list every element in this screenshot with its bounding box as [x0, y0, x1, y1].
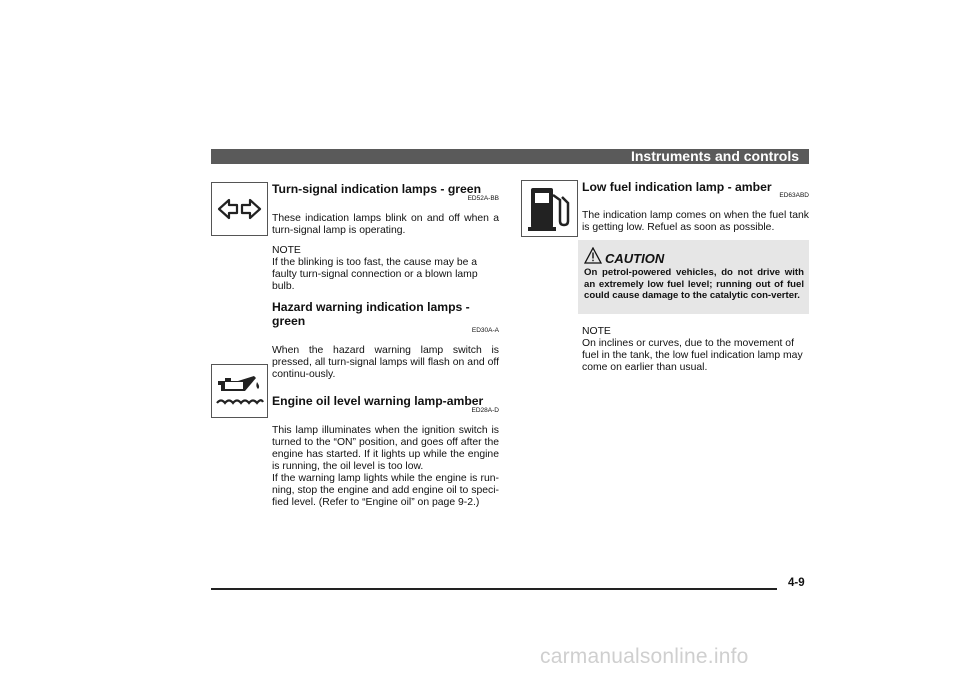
section-title: Instruments and controls	[630, 148, 799, 164]
turn-signal-code: ED52A-BB	[467, 195, 499, 202]
section-header	[211, 149, 809, 164]
footer-rule	[211, 588, 777, 590]
turn-signal-title: Turn-signal indication lamps - green	[272, 182, 482, 196]
low-fuel-code: ED63ABD	[779, 192, 809, 199]
turn-signal-icon-box	[211, 182, 268, 236]
turn-signal-body: These indication lamps blink on and off when a turn-signal lamp is operating.	[272, 213, 499, 236]
hazard-code: ED30A-A	[471, 327, 499, 334]
hazard-title: Hazard warning indication lamps - green	[272, 300, 470, 328]
turn-signal-note-label: NOTE	[272, 245, 301, 256]
low-fuel-body: The indication lamp comes on when the fuel tank is getting low. Refuel as soon as possible.	[582, 210, 809, 233]
engine-oil-body: This lamp illuminates when the ignition switch is turned to the “ON” position, and goes off after the engine has started. If it lights up while the engine is running, the oil level is too low.	[272, 425, 499, 472]
caution-heading-text: CAUTION	[605, 251, 665, 266]
caution-text: On petrol-powered vehicles, do not drive with an extremely low fuel level; running out of fuel could cause damage to the catalytic con-verter.	[584, 267, 804, 301]
turn-signal-arrows-icon	[212, 183, 267, 235]
fuel-note-text: On inclines or curves, due to the movement of fuel in the tank, the low fuel indication lamp may come on earlier than usual.	[582, 338, 803, 373]
engine-oil-code: ED28A-D	[471, 407, 499, 414]
warning-triangle-icon	[584, 247, 602, 264]
turn-signal-note-text: If the blinking is too fast, the cause may be a faulty turn-signal connection or a blown lamp bulb.	[272, 257, 478, 292]
fuel-pump-icon	[522, 181, 577, 236]
engine-oil-can-icon	[212, 365, 267, 417]
caution-box	[578, 240, 809, 314]
page-number: 4-9	[788, 577, 805, 589]
engine-oil-title: Engine oil level warning lamp-amber	[272, 394, 484, 408]
engine-oil-body-2: If the warning lamp lights while the engine is run-ning, stop the engine and add engine oil to speci-fied level. (Refer to “Engine oil” on page 9-2.)	[272, 473, 499, 508]
fuel-note-label: NOTE	[582, 326, 611, 337]
watermark: carmanualsonline.info	[540, 645, 749, 668]
fuel-note	[582, 326, 809, 374]
right-column	[582, 180, 809, 234]
hazard-body: When the hazard warning lamp switch is pressed, all turn-signal lamps will flash on and off continu-ously.	[272, 345, 499, 380]
low-fuel-title: Low fuel indication lamp - amber	[582, 180, 772, 194]
left-column	[272, 182, 499, 509]
caution-heading	[584, 247, 664, 265]
fuel-icon-box	[521, 180, 578, 237]
engine-oil-icon-box	[211, 364, 268, 418]
